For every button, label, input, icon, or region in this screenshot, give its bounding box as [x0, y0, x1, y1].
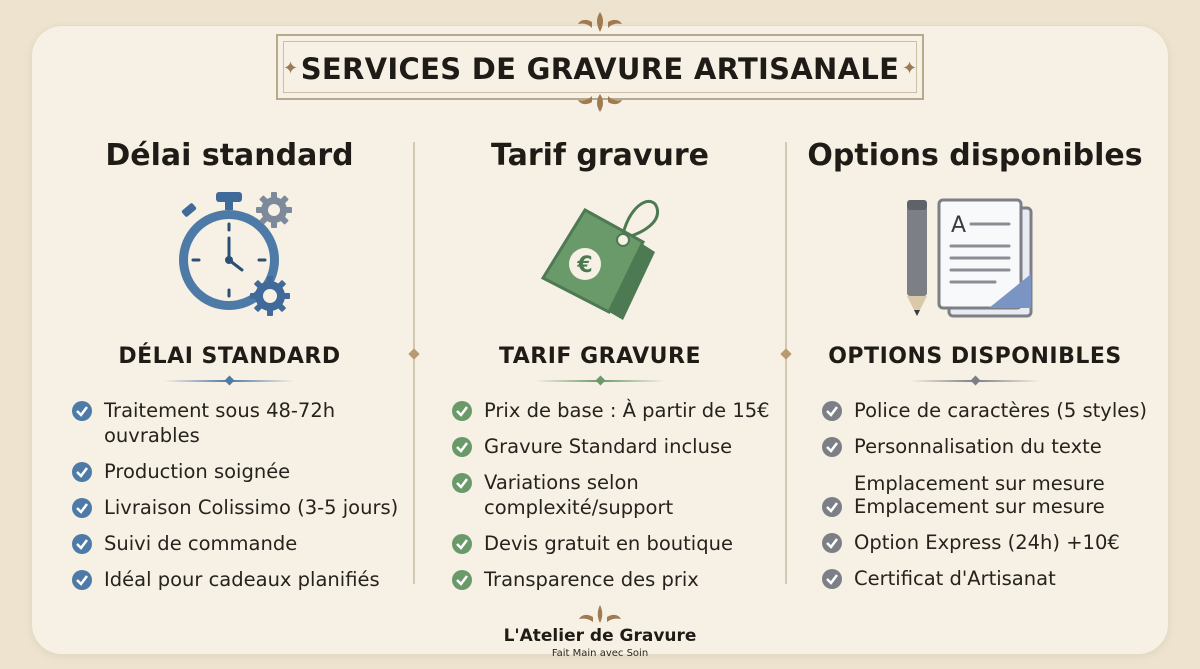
list-item: Prix de base : À partir de 15€: [452, 398, 770, 423]
column-heading: Délai standard: [105, 138, 354, 173]
list-item: Livraison Colissimo (3-5 jours): [72, 495, 398, 520]
column-heading: Tarif gravure: [491, 138, 709, 173]
column-divider-left: [413, 142, 415, 584]
feature-list: [72, 398, 398, 603]
check-icon: [822, 401, 842, 421]
list-item: Certificat d'Artisanat: [822, 566, 1147, 591]
flourish-top-ornament: [570, 10, 630, 36]
title-banner: [276, 34, 924, 100]
check-icon: [822, 533, 842, 553]
list-item: Transparence des prix: [452, 567, 770, 592]
column-subheading: OPTIONS DISPONIBLES: [828, 344, 1122, 369]
list-item: Idéal pour cadeaux planifiés: [72, 567, 398, 592]
banner-right-ornament: ✦: [902, 58, 918, 79]
list-item-extra-line: Emplacement sur mesure: [854, 472, 1105, 495]
check-icon: [822, 569, 842, 589]
list-item: Devis gratuit en boutique: [452, 531, 770, 556]
column-subheading: TARIF GRAVURE: [498, 344, 702, 369]
list-item: Traitement sous 48-72h ouvrables: [72, 398, 398, 448]
check-icon: [72, 462, 92, 482]
list-item: Option Express (24h) +10€: [822, 530, 1147, 555]
feature-list: [822, 398, 1147, 602]
check-icon: [452, 401, 472, 421]
list-item-continuation: complexité/support: [484, 496, 674, 519]
column-divider-right: [785, 142, 787, 584]
check-icon: [72, 534, 92, 554]
list-item-continuation: ouvrables: [104, 424, 200, 447]
check-icon: [72, 401, 92, 421]
check-icon: [452, 534, 472, 554]
footer-ornament: [575, 603, 625, 625]
check-icon: [822, 437, 842, 457]
list-item: Variations selon complexité/support: [452, 470, 770, 520]
check-icon: [72, 498, 92, 518]
check-icon: [452, 437, 472, 457]
check-icon: [452, 473, 472, 493]
list-item: Suivi de commande: [72, 531, 398, 556]
brand-tagline: Fait Main avec Soin: [551, 648, 649, 659]
check-icon: [72, 570, 92, 590]
list-item: Personnalisation du texte Emplacement sur mesure: [822, 434, 1147, 484]
feature-list: [452, 398, 770, 603]
svg-text:A: A: [951, 213, 967, 238]
column-subheading: DÉLAI STANDARD: [118, 344, 341, 369]
stopwatch-gears-icon: [172, 190, 302, 320]
euro-price-tag-icon: [535, 192, 675, 322]
brand-name: L'Atelier de Gravure: [503, 626, 697, 646]
check-icon: [822, 497, 842, 517]
list-item: Emplacement sur mesure: [822, 494, 1147, 519]
banner-left-ornament: ✦: [283, 58, 299, 79]
list-item: Gravure Standard incluse: [452, 434, 770, 459]
svg-text:€: €: [577, 253, 593, 278]
pencil-document-icon: [905, 198, 1045, 323]
column-heading: Options disponibles: [807, 138, 1143, 173]
list-item: Production soignée: [72, 459, 398, 484]
page-title: SERVICES DE GRAVURE ARTISANALE: [300, 52, 900, 86]
list-item: Police de caractères (5 styles): [822, 398, 1147, 423]
check-icon: [452, 570, 472, 590]
flourish-bottom-ornament: [570, 92, 630, 114]
